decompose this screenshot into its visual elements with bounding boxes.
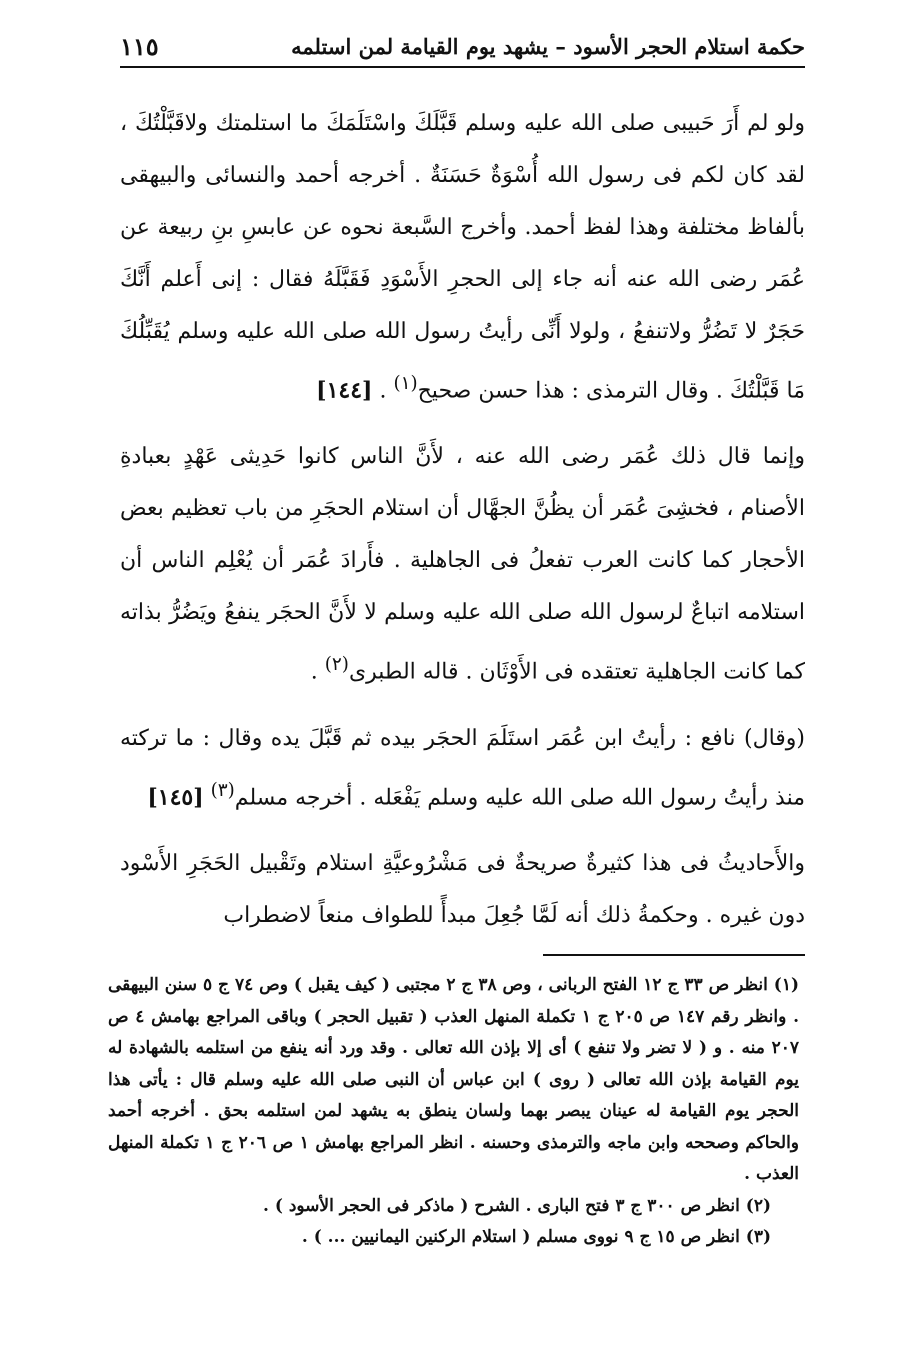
paragraph: [120, 713, 805, 824]
footnote: (٢) انظر ص ٣٠٠ ج ٣ فتح البارى . الشرح ( ماذكر فى الحجر الأسود ) .: [263, 1195, 771, 1216]
running-head: حكمة استلام الحجر الأسود – يشهد يوم القيامة لمن استلمه: [291, 33, 805, 59]
hadith-number: [١٤٤]: [316, 377, 373, 404]
footnote-separator: [543, 954, 805, 956]
footnote: (١) انظر ص ٣٣ ج ١٢ الفتح الربانى ، وص ٣٨ ج ٢ مجتبى ( كيف يقبل ) وص ٧٤ ج ٥ سنن البيهقى . وانظر رقم ١٤٧ ص ٢٠٥ ج ١ تكملة المنهل العذب ( تقبيل الحجر ) وباقى المراجع بهامش ٤ ص ٢٠٧ منه . و ( لا تضر ولا تنفع ) أى إلا بإذن الله تعالى . وقد ورد أنه ينفع من استلمه بالشهادة له يوم القيامة بإذن الله تعالى ( روى ) ابن عباس أن النبى صلى الله عليه وسلم قال : يأتى هذا الحجر يوم القيامة له عينان يبصر بهما ولسان ينطق به يشهد لمن استلمه بحق . أخرجه أحمد والحاكم وصححه وابن ماجه والترمذى وحسنه . انظر المراجع بهامش ١ ص ٢٠٦ ج ١ تكملة المنهل العذب .: [108, 975, 800, 1184]
paragraph-text: وإنما قال ذلك عُمَر رضى الله عنه ، لأَنَّ الناس كانوا حَدِيثى عَهْدٍ بعبادةِ الأصنام ، فخشِىَ عُمَر أن يظُنَّ الجهَّال أن استلام الحجَرِ من باب تعظيم بعض الأحجار كما كانت العرب تفعلُ فى الجاهلية . فأَرادَ عُمَر أن يُعْلِم الناس أن استلامه اتباعٌ لرسول الله صلى الله عليه وسلم لا لأَنَّ الحجَر ينفعُ ويَضُرُّ بذاته كما كانت الجاهلية تعتقده فى الأَوْثَان . قاله الطبرى: [120, 444, 805, 685]
footnotes: [108, 970, 799, 1254]
paragraph-text: ولو لم أَرَ حَبيبى صلى الله عليه وسلم قَبَّلَكَ واسْتَلَمَكَ ما استلمتك ولاقَبَّلْتُكَ ، لقد كان لكم فى رسول الله أُسْوَةٌ حَسَنَةٌ . أخرجه أحمد والنسائى والبيهقى بألفاظ مختلفة وهذا لفظ أحمد. وأخرج السَّبعة نحوه عن عابسِ بنِ ربيعة عن عُمَر رضى الله عنه أنه جاء إلى الحجرِ الأَسْوَدِ فَقَبَّلَهُ فقال : إنى أَعلم أَنَّكَ حَجَرٌ لا تَضُرُّ ولاتنفعُ ، ولولا أَنِّى رأيتُ رسول الله صلى الله عليه وسلم يُقَبِّلُكَ مَا قَبَّلْتُكَ . وقال الترمذى : هذا حسن صحيح: [120, 111, 805, 404]
footnote: (٣) انظر ص ١٥ ج ٩ نووى مسلم ( استلام الركنين اليمانيين ... ) .: [301, 1227, 771, 1247]
hadith-number: [١٤٥]: [147, 783, 204, 810]
paragraph: [120, 431, 805, 698]
paragraph-text: والأَحاديثُ فى هذا كثيرةٌ صريحةٌ فى مَشْرُوعيَّةِ استلام وتَقْبيل الحَجَرِ الأَسْود دون غيره . وحكمةُ ذلك أنه لَمَّا جُعِلَ مبدأً للطواف منعاً لاضطراب: [120, 850, 805, 928]
paragraph-tail: .: [379, 378, 394, 404]
page-header: [120, 26, 805, 68]
footnote-marker: (٣): [210, 779, 235, 801]
paragraph-tail: [204, 785, 211, 810]
paragraph-tail: .: [310, 659, 325, 685]
main-text: [120, 98, 805, 942]
paragraph-text: (وقال) نافع : رأيتُ ابن عُمَر استَلَمَ الحجَر بيده ثم قَبَّلَ يده وقال : ما تركته منذ رأيتُ رسول الله صلى الله عليه وسلم يَفْعَله . أخرجه مسلم: [120, 725, 805, 810]
paragraph: [120, 838, 805, 942]
footnote-marker: (٢): [324, 654, 349, 676]
paragraph: [120, 98, 805, 417]
footnote-marker: (١): [393, 373, 418, 394]
page-number: ١١٥: [120, 31, 159, 61]
